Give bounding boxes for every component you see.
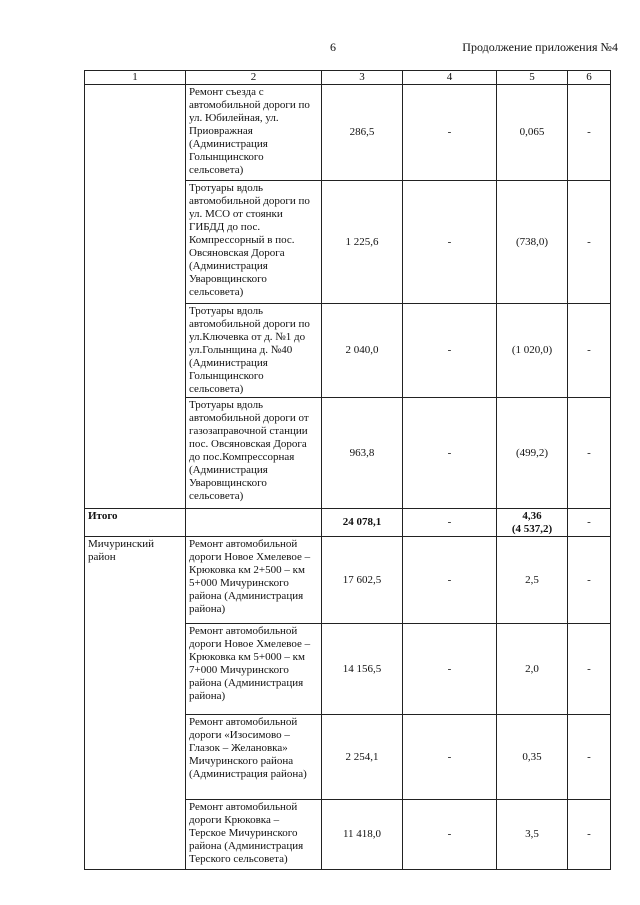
work-description: Ремонт автомобильной дороги Новое Хмелевое – Крюковка км 5+000 – км 7+000 Мичуринского района (Администрация района) [186, 624, 322, 715]
length-cell: (499,2) [497, 398, 568, 509]
total-empty-cell [186, 509, 322, 537]
dash-cell: - [403, 715, 497, 800]
amount-cell: 17 602,5 [322, 537, 403, 624]
work-description: Ремонт автомобильной дороги Новое Хмелевое – Крюковка км 2+500 – км 5+000 Мичуринского района (Администрация района) [186, 537, 322, 624]
header-cell: 4 [403, 71, 497, 85]
total-amount: 24 078,1 [322, 509, 403, 537]
length-cell: 2,5 [497, 537, 568, 624]
table-row [85, 537, 611, 624]
dash-cell: - [403, 398, 497, 509]
dash-cell: - [403, 537, 497, 624]
total-row [85, 509, 611, 537]
length-cell: 0,35 [497, 715, 568, 800]
amount-cell: 2 040,0 [322, 304, 403, 398]
dash-cell: - [403, 509, 497, 537]
dash-cell: - [568, 85, 611, 181]
page-header: Продолжение приложения №4 [462, 40, 618, 54]
header-cell: 1 [85, 71, 186, 85]
table-header-row [85, 71, 611, 85]
amount-cell: 11 418,0 [322, 800, 403, 870]
total-length-value: 4,36 [522, 509, 542, 522]
length-cell: 3,5 [497, 800, 568, 870]
dash-cell: - [568, 181, 611, 304]
data-table [84, 70, 611, 870]
dash-cell: - [403, 800, 497, 870]
header-cell: 2 [186, 71, 322, 85]
dash-cell: - [568, 398, 611, 509]
header-cell: 3 [322, 71, 403, 85]
header-cell: 5 [497, 71, 568, 85]
district-name: Мичуринский район [85, 537, 186, 870]
dash-cell: - [403, 181, 497, 304]
length-cell: 2,0 [497, 624, 568, 715]
dash-cell: - [568, 800, 611, 870]
amount-cell: 963,8 [322, 398, 403, 509]
dash-cell: - [568, 624, 611, 715]
total-length [497, 509, 568, 537]
dash-cell: - [568, 304, 611, 398]
row-group-cell [85, 85, 186, 509]
total-label: Итого [85, 509, 186, 537]
header-cell: 6 [568, 71, 611, 85]
dash-cell: - [403, 85, 497, 181]
work-description: Тротуары вдоль автомобильной дороги по ул.Ключевка от д. №1 до ул.Голынщина д. №40 (Администрация Голынщинского сельсовета) [186, 304, 322, 398]
length-cell: (738,0) [497, 181, 568, 304]
dash-cell: - [568, 715, 611, 800]
work-description: Ремонт автомобильной дороги «Изосимово – Глазок – Желановка» Мичуринского района (Администрация района) [186, 715, 322, 800]
length-cell: (1 020,0) [497, 304, 568, 398]
amount-cell: 1 225,6 [322, 181, 403, 304]
total-length-sub: (4 537,2) [511, 522, 553, 535]
amount-cell: 2 254,1 [322, 715, 403, 800]
dash-cell: - [403, 624, 497, 715]
work-description: Ремонт съезда с автомобильной дороги по ул. Юбилейная, ул. Приовражная (Администрация Голынщинского сельсовета) [186, 85, 322, 181]
page-number: 6 [330, 40, 336, 54]
length-cell: 0,065 [497, 85, 568, 181]
work-description: Тротуары вдоль автомобильной дороги по ул. МСО от стоянки ГИБДД до пос. Компрессорный в пос. Овсяновская Дорога (Администрация Уваровщинского сельсовета) [186, 181, 322, 304]
dash-cell: - [568, 509, 611, 537]
table-row [85, 85, 611, 181]
amount-cell: 14 156,5 [322, 624, 403, 715]
amount-cell: 286,5 [322, 85, 403, 181]
dash-cell: - [568, 537, 611, 624]
dash-cell: - [403, 304, 497, 398]
work-description: Ремонт автомобильной дороги Крюковка – Терское Мичуринского района (Администрация Терского сельсовета) [186, 800, 322, 870]
work-description: Тротуары вдоль автомобильной дороги от газозаправочной станции пос. Овсяновская Дорога до пос.Компрессорная (Администрация Уваровщинского сельсовета) [186, 398, 322, 509]
